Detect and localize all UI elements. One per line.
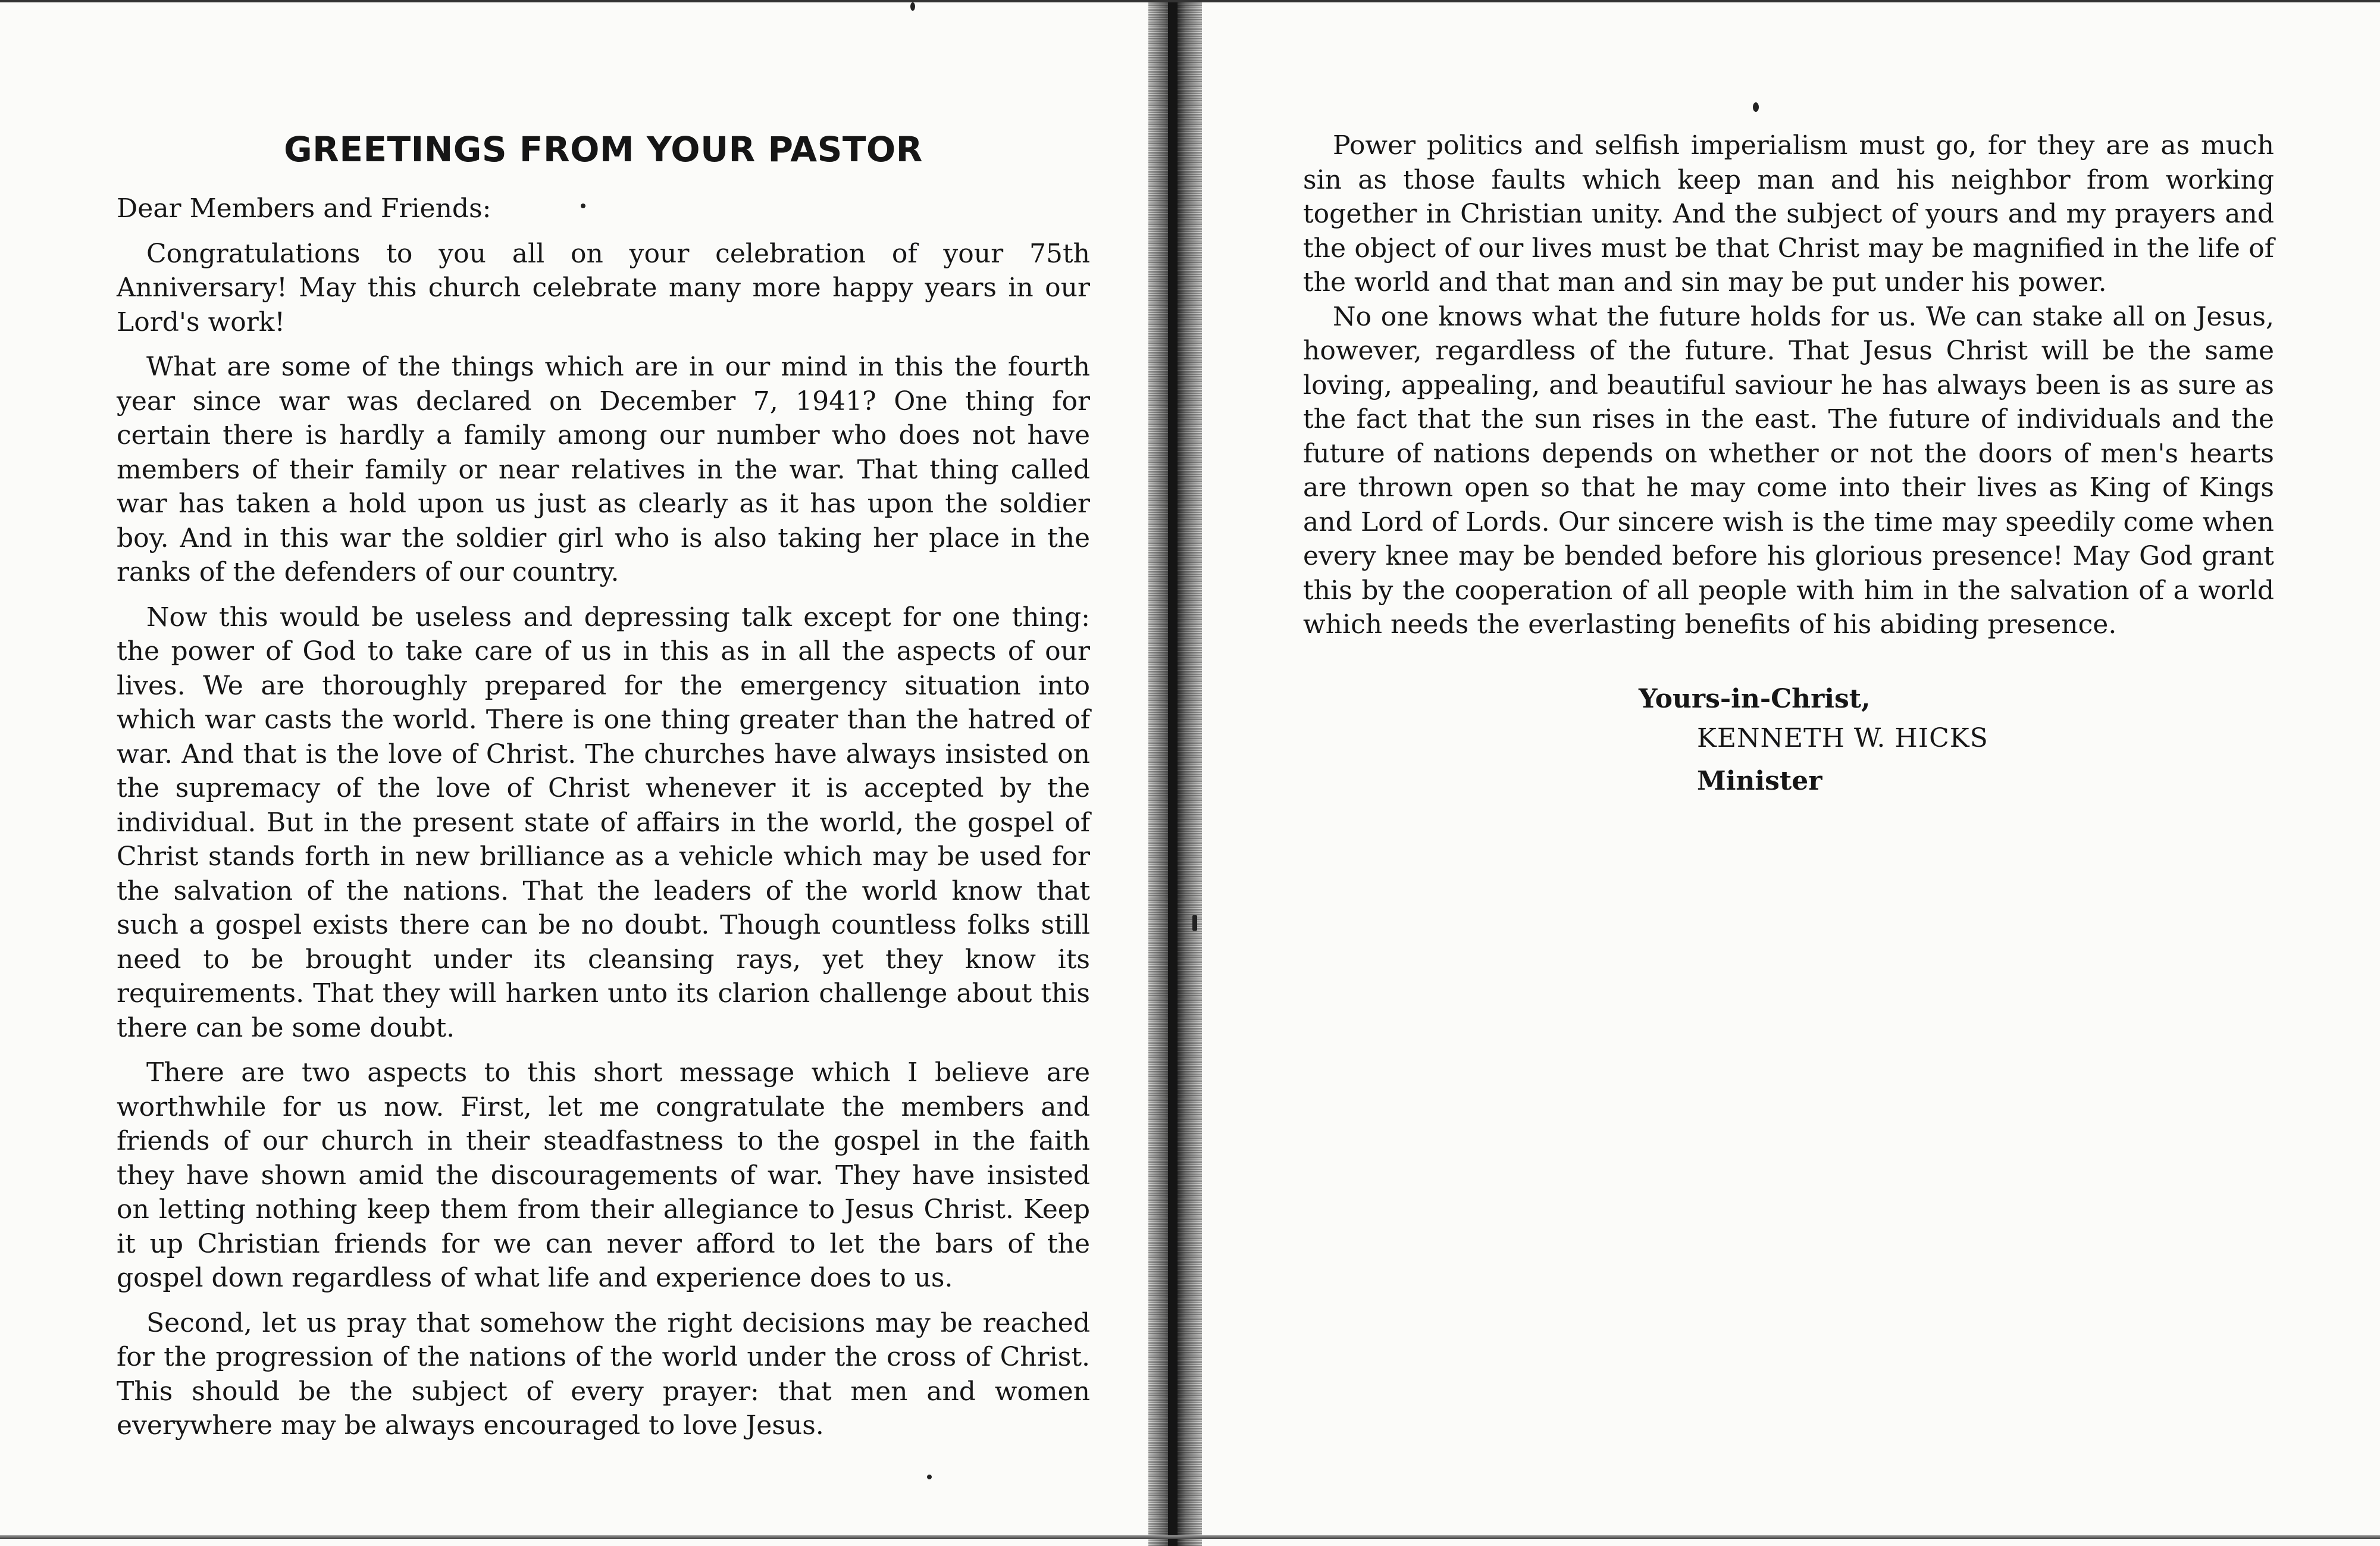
salutation: Dear Members and Friends: (117, 193, 491, 224)
page-title: GREETINGS FROM YOUR PASTOR (284, 129, 923, 170)
scan-speck (1753, 102, 1759, 112)
paragraph: No one knows what the future holds for us. We can stake all on Jesus, however, regardless of the future. That Jesus Christ will be the same loving, appealing, and beautiful saviour he has always been is as sure as the fact that the sun rises in the east. The future of individuals and the future of nations depends on whether or not the doors of men's hearts are thrown open so that he may come into their lives as King of Kings and Lord of Lords. Our sincere wish is the time may speedily come when every knee may be bended before his glorious presence! May God grant this by the cooperation of all people with him in the salvation of a world which needs the everlasting benefits of his abiding presence. (1303, 301, 2274, 640)
paragraph: Second, let us pray that somehow the right decisions may be reached for the progression of the nations of the world under the cross of Christ. This should be the subject of every prayer: that men and women everywhere may be always encouraged to love Jesus. (117, 1307, 1090, 1441)
book-spine-shadow (1168, 0, 1178, 1546)
left-column (117, 129, 1090, 1454)
paragraph: There are two aspects to this short message which I believe are worthwhile for us now. First, let me congratulate the members and friends of our church in their steadfastness to the gospel in the faith they have shown amid the discouragements of war. They have insisted on letting nothing keep them from their allegiance to Jesus Christ. Keep it up Christian friends for we can never afford to let the bars of the gospel down regardless of what life and experience does to us. (117, 1057, 1090, 1293)
signer-title: Minister (1697, 766, 1822, 796)
paragraph: Now this would be useless and depressing talk except for one thing: the power of God to take care of us in this as in all the aspects of our lives. We are thoroughly prepared for the emergency situation into which war casts the world. There is one thing greater than the hatred of war. And that is the love of Christ. The churches have always insisted on the supremacy of the love of Christ whenever it is accepted by the individual. But in the present state of affairs in the world, the gospel of Christ stands forth in new brilliance as a vehicle which may be used for the salvation of the nations. That the leaders of the world know that such a gospel exists there can be no doubt. Though countless folks still need to be brought under its cleansing rays, yet they know its requirements. That they will harken unto its clarion challenge about this there can be some doubt. (117, 602, 1090, 1043)
right-column (1303, 129, 2274, 642)
signer-name: KENNETH W. HICKS (1697, 723, 1988, 753)
scan-speck (927, 1475, 932, 1479)
closing-line: Yours-in-Christ, (1639, 684, 1871, 714)
bottom-page-edge (0, 1535, 2380, 1539)
top-page-edge (0, 0, 2380, 2)
paragraph: Congratulations to you all on your celebration of your 75th Anniversary! May this church celebrate many more happy years in our Lord's work! (117, 238, 1090, 337)
paragraph: Power politics and selfish imperialism must go, for they are as much sin as those faults which keep man and his neighbor from working together in Christian unity. And the subject of yours and my prayers and the object of our lives must be that Christ may be magnified in the life of the world and that man and sin may be put under his power. (1303, 130, 2274, 298)
paragraph: What are some of the things which are in our mind in this the fourth year since war was declared on December 7, 1941? One thing for certain there is hardly a family among our number who does not have members of their family or near relatives in the war. That thing called war has taken a hold upon us just as clearly as it has upon the soldier boy. And in this war the soldier girl who is also taking her place in the ranks of the defenders of our country. (117, 352, 1090, 587)
scan-speck (1192, 915, 1197, 931)
scan-speck (910, 2, 915, 11)
